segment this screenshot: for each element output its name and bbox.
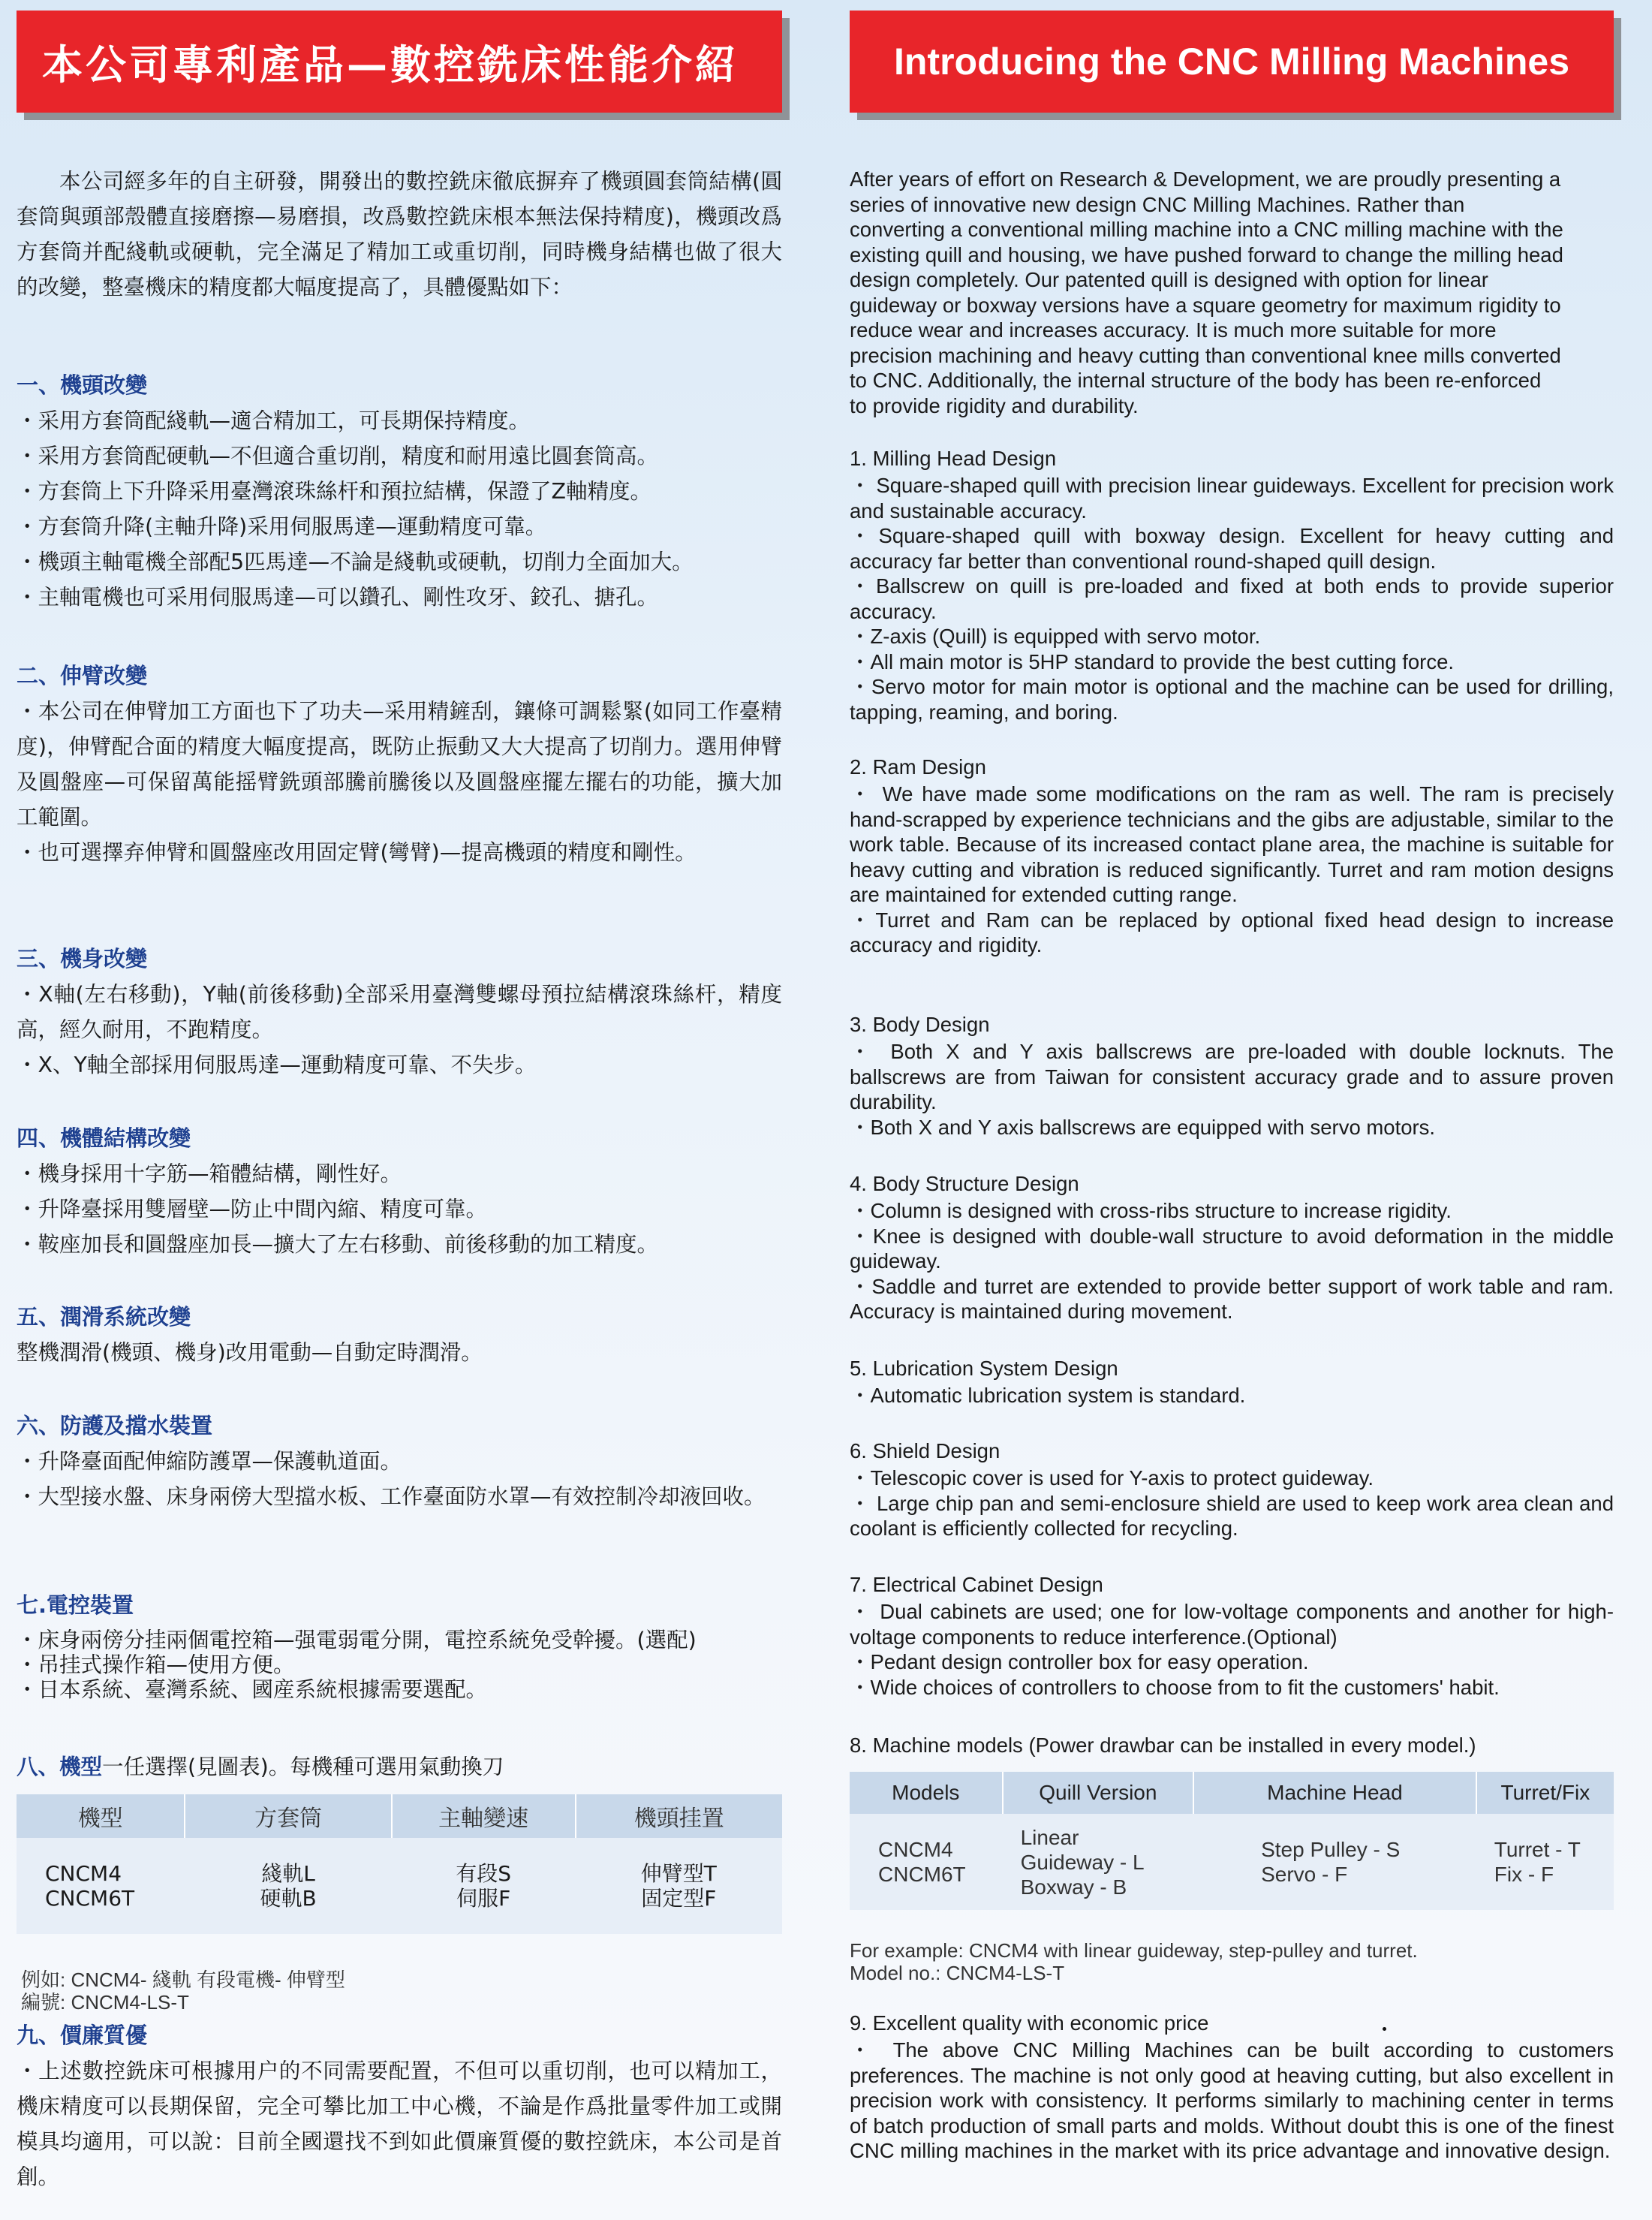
en-models-heading: 8. Machine models (Power drawbar can be installed in every model.): [850, 1734, 1476, 1757]
zh-line: ・X、Y軸全部採用伺服馬達—運動精度可靠、不失步。: [17, 1053, 537, 1077]
table-header: Machine Head: [1193, 1772, 1476, 1814]
zh-line: ・方套筒升降(主軸升降)采用伺服馬達—運動精度可靠。: [17, 514, 547, 539]
zh-section-3-title: 三、機身改變: [17, 946, 148, 971]
en-item: ・All main motor is 5HP standard to provide the best cutting force.: [850, 649, 1455, 673]
en-section-4: [850, 1170, 1614, 1324]
en-section-6-title: 6. Shield Design: [850, 1439, 1001, 1462]
zh-section-7: [17, 1588, 782, 1702]
table-header: Quill Version: [1003, 1772, 1194, 1814]
table-cell: CNCM4 CNCM6T: [17, 1838, 185, 1934]
zh-line: ・X軸(左右移動)，Y軸(前後移動)全部采用臺灣雙螺母預拉結構滾珠絲杆，精度高，經久耐用，不跑精度。: [17, 982, 782, 1042]
table-cell: 有段S 伺服F: [392, 1838, 576, 1934]
chinese-intro-text: 本公司經多年的自主研發，開發出的數控銑床徹底摒弃了機頭圓套筒結構(圓套筒與頭部殼體直接磨擦—易磨損，改爲數控銑床根本無法保持精度)，機頭改爲方套筒并配綫軌或硬軌，完全滿足了精加工或重切削，同時機身結構也做了很大的改變，整臺機床的精度都大幅度提高了，具體優點如下：: [17, 169, 782, 300]
en-item: ・Pedant design controller box for easy operation.: [850, 1650, 1309, 1673]
en-item: ・Both X and Y axis ballscrews are equipped with servo motors.: [850, 1115, 1436, 1139]
en-section-6: [850, 1437, 1614, 1541]
zh-section-8-heading: [17, 1749, 782, 1785]
intro-line: guideway or boxway versions have a square geometry for maximum rigidity to: [850, 293, 1561, 317]
zh-models-table: [17, 1794, 782, 1934]
english-intro: [850, 167, 1614, 418]
en-item: ・Saddle and turret are extended to provide better support of work table and ram. Accuracy is maintained during movement.: [850, 1274, 1614, 1323]
en-section-4-title: 4. Body Structure Design: [850, 1172, 1079, 1195]
zh-line: ・大型接水盤、床身兩傍大型擋水板、工作臺面防水罩—有效控制冷却液回收。: [17, 1484, 766, 1509]
table-header: 方套筒: [185, 1794, 391, 1838]
intro-line: precision machining and heavy cutting than conventional knee mills converted: [850, 343, 1561, 367]
table-cell: Turret - T Fix - F: [1476, 1814, 1614, 1910]
table-cell: 綫軌L 硬軌B: [185, 1838, 391, 1934]
en-example-line1: For example: CNCM4 with linear guideway, step-pulley and turret.: [850, 1939, 1418, 1962]
table-cell: Step Pulley - S Servo - F: [1193, 1814, 1476, 1910]
zh-line: ・主軸電機也可采用伺服馬達—可以鑽孔、剛性攻牙、鉸孔、搪孔。: [17, 585, 659, 610]
intro-line: series of innovative new design CNC Milling Machines. Rather than: [850, 192, 1465, 216]
en-item: ・ Dual cabinets are used; one for low-voltage components and another for high-voltage components to reduce interference.(Optional): [850, 1600, 1614, 1649]
zh-line: ・床身兩傍分挂兩個電控箱—强電弱電分開，電控系統免受幹擾。(選配): [17, 1628, 697, 1652]
zh-example-line1: 例如: CNCM4- 綫軌 有段電機- 伸臂型: [21, 1968, 345, 1991]
zh-line: ・采用方套筒配綫軌—適合精加工，可長期保持精度。: [17, 408, 531, 433]
zh-section-9: [17, 2018, 782, 2194]
intro-line: After years of effort on Research & Development, we are proudly presenting a: [850, 167, 1561, 191]
en-item: ・Ballscrew on quill is pre-loaded and fixed at both ends to provide superior accuracy.: [850, 574, 1614, 623]
en-section-3: [850, 1011, 1614, 1140]
en-section-5: [850, 1354, 1614, 1408]
en-section-9-title: 9. Excellent quality with economic price: [850, 2011, 1209, 2035]
en-item: ・Servo motor for main motor is optional and the machine can be used for drilling, tapping, reaming, and boring.: [850, 675, 1614, 724]
table-header: 機頭挂置: [576, 1794, 782, 1838]
english-title-banner: Introducing the CNC Milling Machines: [850, 11, 1614, 113]
zh-section-6-title: 六、防護及擋水裝置: [17, 1413, 213, 1438]
intro-line: design completely. Our patented quill is designed with option for linear: [850, 268, 1488, 291]
table-header: 主軸變速: [392, 1794, 576, 1838]
chinese-title-banner: 本公司專利產品—數控銑床性能介紹: [17, 11, 782, 113]
zh-section-5: [17, 1300, 782, 1370]
intro-line: to provide rigidity and durability.: [850, 393, 1139, 417]
table-cell: CNCM4 CNCM6T: [850, 1814, 1003, 1910]
table-header: Turret/Fix: [1476, 1772, 1614, 1814]
zh-section-4-title: 四、機體結構改變: [17, 1125, 191, 1151]
en-item: ・Column is designed with cross-ribs structure to increase rigidity.: [850, 1199, 1452, 1222]
zh-line: ・采用方套筒配硬軌—不但適合重切削，精度和耐用遠比圓套筒高。: [17, 444, 659, 468]
zh-line: ・機身採用十字筋—箱體結構，剛性好。: [17, 1161, 402, 1186]
table-header: 機型: [17, 1794, 185, 1838]
chinese-intro: [17, 164, 782, 305]
zh-line: ・也可選擇弃伸臂和圓盤座改用固定臂(彎臂)—提高機頭的精度和剛性。: [17, 840, 697, 865]
intro-line: reduce wear and increases accuracy. It is much more suitable for more: [850, 318, 1497, 342]
table-cell: 伸臂型T 固定型F: [576, 1838, 782, 1934]
en-item: ・ Square-shaped quill with precision linear guideways. Excellent for precision work and sustainable accuracy.: [850, 474, 1614, 523]
zh-section-4: [17, 1121, 782, 1262]
zh-line: ・鞍座加長和圓盤座加長—擴大了左右移動、前後移動的加工精度。: [17, 1232, 659, 1257]
intro-line: existing quill and housing, we have pushed forward to change the milling head: [850, 242, 1563, 267]
zh-section-2-title: 二、伸臂改變: [17, 663, 148, 688]
en-section-1-title: 1. Milling Head Design: [850, 447, 1057, 470]
table-header: Models: [850, 1772, 1003, 1814]
intro-line: converting a conventional milling machine into a CNC milling machine with the: [850, 218, 1563, 241]
zh-line: ・升降臺面配伸縮防護罩—保護軌道面。: [17, 1449, 402, 1474]
zh-line: ・方套筒上下升降采用臺灣滾珠絲杆和預拉結構，保證了Z軸精度。: [17, 479, 652, 504]
zh-line: ・日本系統、臺灣系統、國産系統根據需要選配。: [17, 1677, 488, 1702]
en-section-5-title: 5. Lubrication System Design: [850, 1357, 1118, 1380]
zh-models-heading-bold: 八、機型: [17, 1755, 103, 1779]
zh-section-5-title: 五、潤滑系統改變: [17, 1304, 191, 1330]
zh-line: 整機潤滑(機頭、機身)改用電動—自動定時潤滑。: [17, 1340, 483, 1365]
en-item: ・Automatic lubrication system is standard.: [850, 1384, 1246, 1407]
zh-models-heading-rest: 一任選擇(見圖表)。每機種可選用氣動換刀: [102, 1755, 504, 1779]
en-example-line2: Model no.: CNCM4-LS-T: [850, 1962, 1065, 1984]
zh-line: ・吊挂式操作箱—使用方便。: [17, 1652, 295, 1677]
zh-section-1-title: 一、機頭改變: [17, 372, 148, 398]
zh-example-line2: 編號: CNCM4-LS-T: [21, 1991, 189, 2014]
en-item: ・ We have made some modifications on the ram as well. The ram is precisely hand-scrapped by experience technicians and the gibs are adjustable, similar to the work table. Because of its increased contact plane area, the machine is suitable for heavy cutting and vibration is reduced significantly. Turret and ram motion designs are maintained for extended cutting range.: [850, 782, 1614, 906]
en-item: ・Square-shaped quill with boxway design. Excellent for heavy cutting and accuracy far better than conventional round-shaped quill design.: [850, 524, 1614, 573]
zh-section-7-title: 七.電控裝置: [17, 1592, 134, 1618]
zh-section-3: [17, 941, 782, 1083]
zh-line: ・上述數控銑床可根據用户的不同需要配置，不但可以重切削，也可以精加工，機床精度可以長期保留，完全可攀比加工中心機，不論是作爲批量零件加工或開模具均適用，可以說：目前全國還找不到如此價廉質優的數控銑床，本公司是首創。: [17, 2059, 782, 2189]
intro-line: to CNC. Additionally, the internal structure of the body has been re-enforced: [850, 369, 1542, 392]
en-section-3-title: 3. Body Design: [850, 1013, 990, 1036]
en-item: ・Wide choices of controllers to choose from to fit the customers' habit.: [850, 1675, 1500, 1699]
en-section-2: [850, 753, 1614, 958]
en-section-1: [850, 444, 1614, 724]
en-item: ・Telescopic cover is used for Y-axis to protect guideway.: [850, 1466, 1374, 1490]
zh-section-9-title: 九、價廉質優: [17, 2023, 148, 2048]
en-item: ・ Both X and Y axis ballscrews are pre-loaded with double locknuts. The ballscrews are from Taiwan for consistent accuracy grade and to assure proven durability.: [850, 1040, 1614, 1113]
zh-section-1: [17, 368, 782, 615]
zh-line: ・本公司在伸臂加工方面也下了功夫—采用精鏟刮，鑲條可調鬆緊(如同工作臺精度)，伸臂配合面的精度大幅度提高，既防止振動又大大提高了切削力。選用伸臂及圓盤座—可保留萬能摇臂銑頭部騰前騰後以及圓盤座擺左擺右的功能，擴大加工範圍。: [17, 699, 782, 830]
en-item: ・Z-axis (Quill) is equipped with servo motor.: [850, 625, 1261, 648]
en-section-8-heading: [850, 1731, 1614, 1760]
en-section-9: [850, 2009, 1614, 2164]
en-models-table: [850, 1772, 1614, 1910]
en-item: ・Turret and Ram can be replaced by optional fixed head design to increase accuracy and rigidity.: [850, 908, 1614, 956]
zh-section-2: [17, 658, 782, 870]
en-section-2-title: 2. Ram Design: [850, 755, 986, 779]
en-item: ・Knee is designed with double-wall structure to avoid deformation in the middle guideway.: [850, 1224, 1614, 1273]
en-section-7: [850, 1571, 1614, 1700]
zh-line: ・機頭主軸電機全部配5匹馬達—不論是綫軌或硬軌，切削力全面加大。: [17, 550, 694, 574]
table-cell: Linear Guideway - L Boxway - B: [1003, 1814, 1194, 1910]
en-item: ・ Large chip pan and semi-enclosure shield are used to keep work area clean and coolant is efficiently collected for recycling.: [850, 1491, 1614, 1540]
zh-line: ・升降臺採用雙層壁—防止中間內縮、精度可靠。: [17, 1197, 488, 1221]
en-item: ・ The above CNC Milling Machines can be built according to customers preferences. The machine is not only good at heaving cutting, but also excellent in precision work with consistency. It performs similarly to machining center in terms of batch production of small parts and molds. Without doubt this is one of the finest CNC milling machines in the market with its price advantage and innovative design.: [850, 2038, 1614, 2162]
en-section-7-title: 7. Electrical Cabinet Design: [850, 1573, 1103, 1596]
zh-section-6: [17, 1408, 782, 1514]
